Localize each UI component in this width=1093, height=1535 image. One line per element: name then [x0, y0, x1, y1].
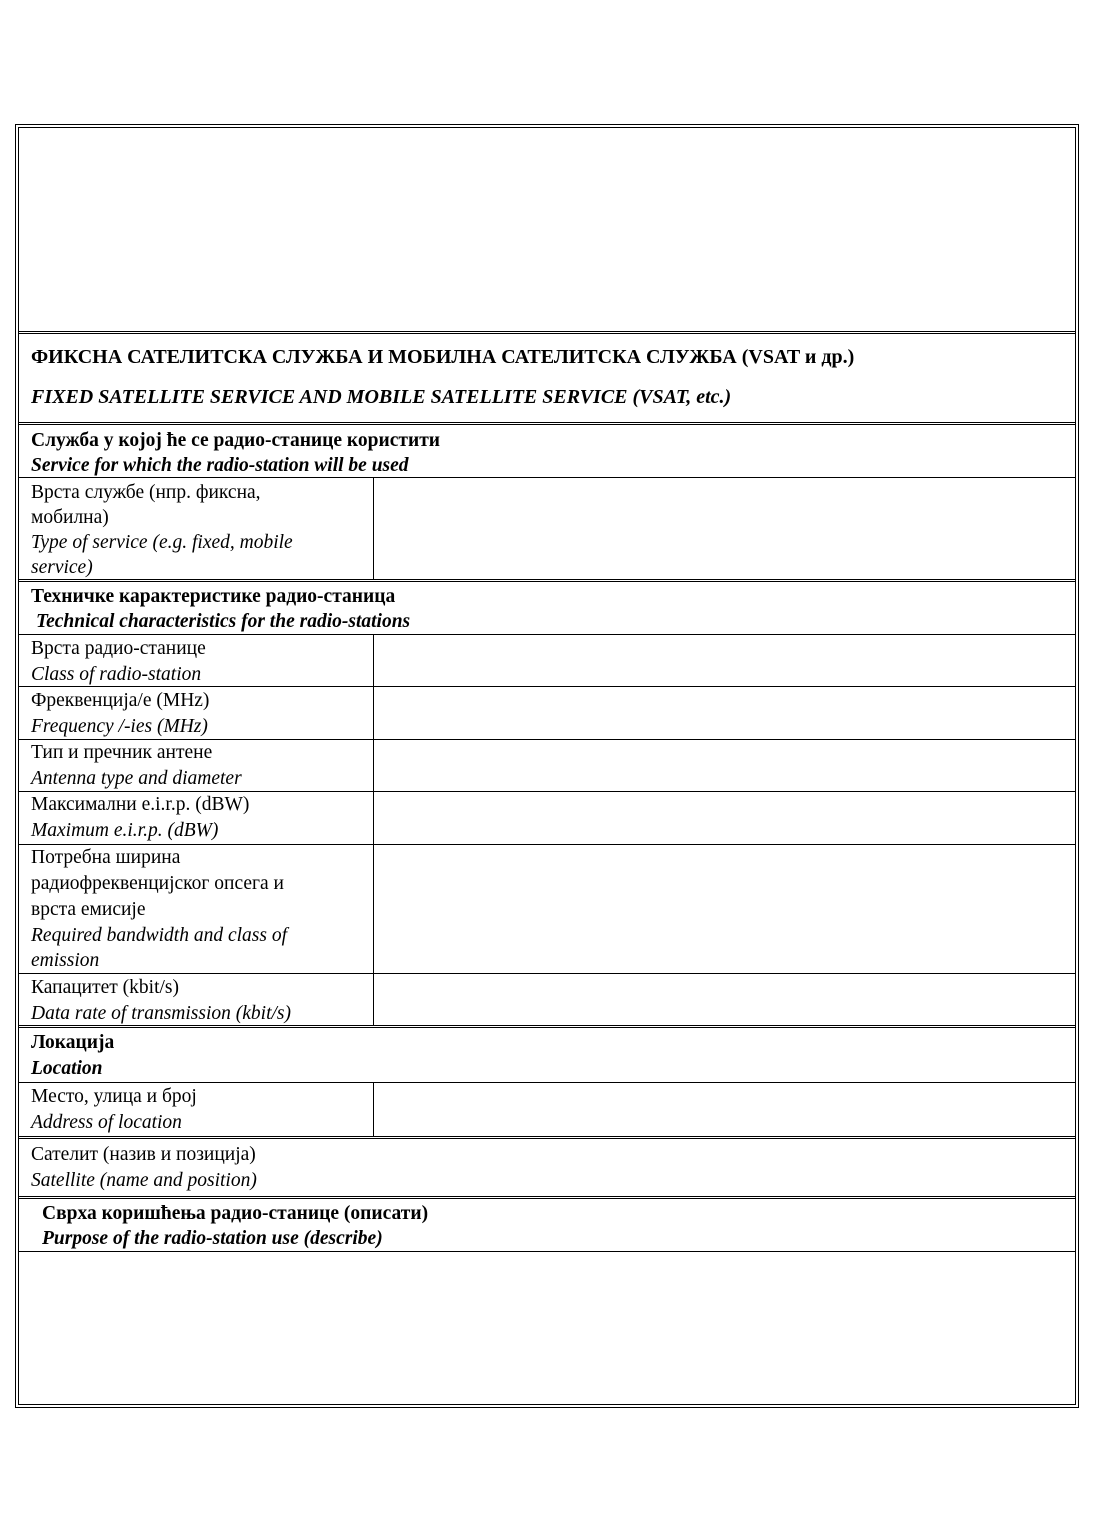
satellite-label-sr: Сателит (назив и позиција) [31, 1144, 256, 1165]
eirp-label-en: Maximum e.i.r.p. (dBW) [31, 820, 219, 841]
divider [19, 331, 1075, 334]
address-label-sr: Место, улица и број [31, 1086, 197, 1107]
divider [19, 1196, 1075, 1199]
type-of-service-label-en-2: service) [31, 557, 93, 578]
class-of-station-label-sr: Врста радио-станице [31, 638, 206, 659]
form-title-en: FIXED SATELLITE SERVICE AND MOBILE SATELLITE SERVICE (VSAT, etc.) [31, 386, 732, 408]
frequency-label-sr: Фреквенција/е (MHz) [31, 690, 210, 711]
class-of-station-input[interactable] [374, 635, 1075, 686]
frequency-input[interactable] [374, 687, 1075, 738]
column-divider [373, 634, 374, 1026]
antenna-label-en: Antenna type and diameter [31, 768, 242, 789]
bandwidth-label-en-1: Required bandwidth and class of [31, 925, 288, 946]
bandwidth-label-sr-2: радиофреквенцијског опсега и [31, 873, 284, 894]
frequency-label-en: Frequency /-ies (MHz) [31, 716, 208, 737]
tech-section-heading-sr: Техничке карактеристике радио-станица [31, 586, 396, 607]
type-of-service-input[interactable] [374, 478, 1075, 579]
tech-section-heading-en: Technical characteristics for the radio-stations [36, 611, 411, 632]
top-blank-box [19, 128, 1075, 330]
type-of-service-label-sr-2: мобилна) [31, 507, 109, 528]
eirp-input[interactable] [374, 792, 1075, 843]
purpose-heading-sr: Сврха коришћења радио-станице (описати) [42, 1203, 429, 1224]
address-label-en: Address of location [31, 1112, 182, 1133]
purpose-input[interactable] [19, 1252, 1075, 1404]
data-rate-label-en: Data rate of transmission (kbit/s) [31, 1003, 292, 1024]
bandwidth-label-sr-1: Потребна ширина [31, 847, 181, 868]
service-section-heading-en: Service for which the radio-station will be used [31, 455, 409, 476]
type-of-service-label-sr-1: Врста службе (нпр. фиксна, [31, 482, 261, 503]
divider [19, 1136, 1075, 1139]
bandwidth-label-sr-3: врста емисије [31, 899, 146, 920]
location-heading-en: Location [31, 1058, 103, 1079]
address-input[interactable] [374, 1083, 1075, 1135]
type-of-service-label-en-1: Type of service (e.g. fixed, mobile [31, 532, 293, 553]
antenna-label-sr: Тип и пречник антене [31, 742, 213, 763]
form-title-sr: ФИКСНА САТЕЛИТСКА СЛУЖБА И МОБИЛНА САТЕЛИТСКА СЛУЖБА (VSAT и др.) [31, 346, 855, 368]
class-of-station-label-en: Class of radio-station [31, 664, 202, 685]
form-inner-border [18, 127, 1076, 1405]
bandwidth-label-en-2: emission [31, 950, 100, 971]
application-form [15, 124, 1079, 1408]
eirp-label-sr: Максимални e.i.r.p. (dBW) [31, 794, 250, 815]
divider [19, 422, 1075, 425]
data-rate-label-sr: Капацитет (kbit/s) [31, 977, 180, 998]
bandwidth-input[interactable] [374, 845, 1075, 972]
antenna-input[interactable] [374, 740, 1075, 790]
data-rate-input[interactable] [374, 974, 1075, 1025]
divider [19, 1025, 1075, 1028]
divider [19, 579, 1075, 582]
satellite-label-en: Satellite (name and position) [31, 1170, 257, 1191]
service-section-heading-sr: Служба у којој ће се радио-станице користити [31, 430, 441, 451]
purpose-heading-en: Purpose of the radio-station use (describe) [42, 1228, 383, 1249]
location-heading-sr: Локација [31, 1032, 115, 1053]
